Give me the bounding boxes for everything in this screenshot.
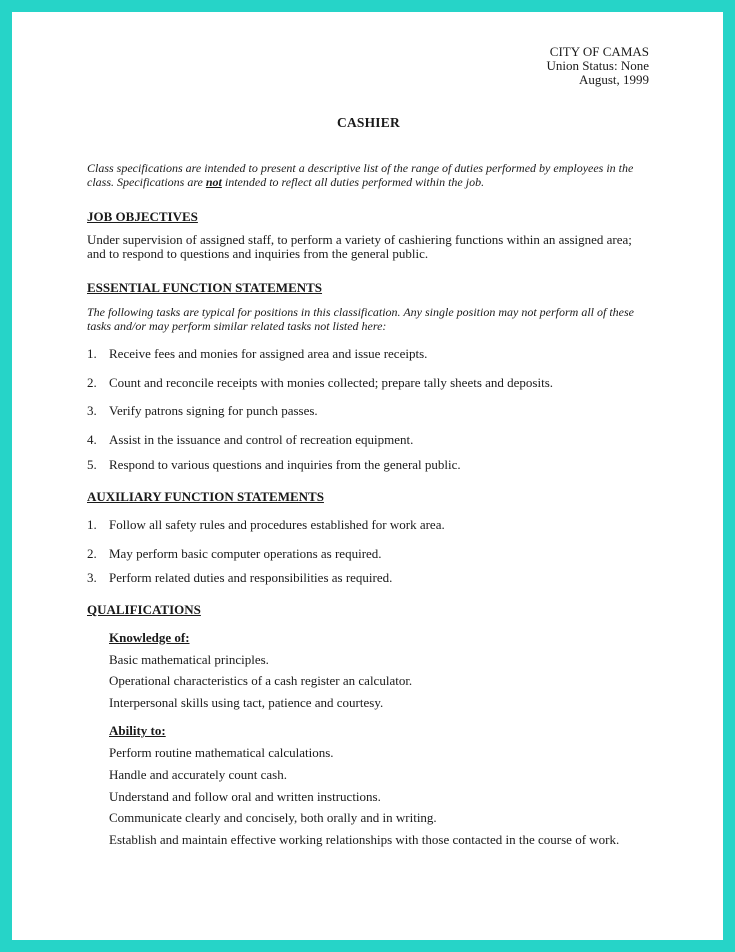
document-date: August, 1999 bbox=[578, 72, 649, 87]
list-item bbox=[87, 517, 445, 533]
item-text: May perform basic computer operations as required. bbox=[109, 546, 382, 561]
ability-item: Perform routine mathematical calculations. bbox=[109, 745, 334, 760]
list-item bbox=[87, 403, 318, 419]
item-text: Perform related duties and responsibilities as required. bbox=[109, 570, 393, 585]
knowledge-item: Basic mathematical principles. bbox=[109, 652, 269, 667]
ability-item: Handle and accurately count cash. bbox=[109, 767, 287, 782]
list-item bbox=[87, 375, 553, 391]
intro-emphasis: not bbox=[205, 175, 222, 189]
auxiliary-functions-heading: AUXILIARY FUNCTION STATEMENTS bbox=[87, 489, 324, 504]
knowledge-item: Interpersonal skills using tact, patience and courtesy. bbox=[109, 695, 384, 710]
item-text: Assist in the issuance and control of recreation equipment. bbox=[109, 432, 414, 447]
list-item bbox=[87, 432, 413, 448]
intro-line-2-start: class. Specifications are bbox=[87, 175, 206, 189]
item-text: Respond to various questions and inquiries from the general public. bbox=[109, 457, 461, 472]
job-objectives-heading: JOB OBJECTIVES bbox=[87, 209, 198, 224]
essential-functions-heading: ESSENTIAL FUNCTION STATEMENTS bbox=[87, 280, 323, 295]
item-text: Receive fees and monies for assigned area and issue receipts. bbox=[109, 346, 428, 361]
page-title: CASHIER bbox=[337, 115, 400, 130]
intro-line-2-end: intended to reflect all duties performed within the job. bbox=[221, 175, 485, 189]
essential-note-line-2: tasks and/or may perform similar related tasks not listed here: bbox=[87, 319, 387, 333]
list-item bbox=[87, 346, 427, 362]
ability-item: Communicate clearly and concisely, both orally and in writing. bbox=[109, 810, 437, 825]
item-number: 2. bbox=[87, 546, 97, 561]
qualifications-heading: QUALIFICATIONS bbox=[87, 602, 201, 617]
ability-heading: Ability to: bbox=[109, 723, 166, 738]
document-page bbox=[12, 12, 723, 940]
knowledge-item: Operational characteristics of a cash register an calculator. bbox=[109, 673, 413, 688]
knowledge-heading: Knowledge of: bbox=[109, 630, 190, 645]
intro-line-2 bbox=[87, 174, 484, 190]
item-number: 3. bbox=[87, 570, 97, 585]
intro-line-1: Class specifications are intended to present a descriptive list of the range of duties performed by employees in the bbox=[87, 161, 634, 175]
job-description bbox=[12, 12, 723, 940]
job-objectives-line-2: and to respond to questions and inquiries from the general public. bbox=[87, 246, 429, 261]
list-item bbox=[87, 570, 392, 586]
job-objectives-line-1: Under supervision of assigned staff, to perform a variety of cashiering functions within an assigned area; bbox=[87, 232, 632, 247]
item-text: Verify patrons signing for punch passes. bbox=[109, 403, 318, 418]
list-item bbox=[87, 457, 461, 473]
item-text: Follow all safety rules and procedures established for work area. bbox=[109, 517, 445, 532]
ability-item: Understand and follow oral and written instructions. bbox=[109, 789, 381, 804]
union-status: Union Status: None bbox=[546, 58, 649, 73]
list-item bbox=[87, 546, 382, 562]
essential-note-line-1: The following tasks are typical for positions in this classification. Any single position may not perform all of these bbox=[87, 305, 634, 319]
item-number: 4. bbox=[87, 432, 97, 447]
item-number: 3. bbox=[87, 403, 97, 418]
item-number: 5. bbox=[87, 457, 97, 472]
item-number: 2. bbox=[87, 375, 97, 390]
item-number: 1. bbox=[87, 517, 97, 532]
item-number: 1. bbox=[87, 346, 97, 361]
org-name: CITY OF CAMAS bbox=[549, 44, 649, 59]
ability-item: Establish and maintain effective working relationships with those contacted in the course of work. bbox=[109, 832, 620, 847]
item-text: Count and reconcile receipts with monies collected; prepare tally sheets and deposits. bbox=[109, 375, 554, 390]
